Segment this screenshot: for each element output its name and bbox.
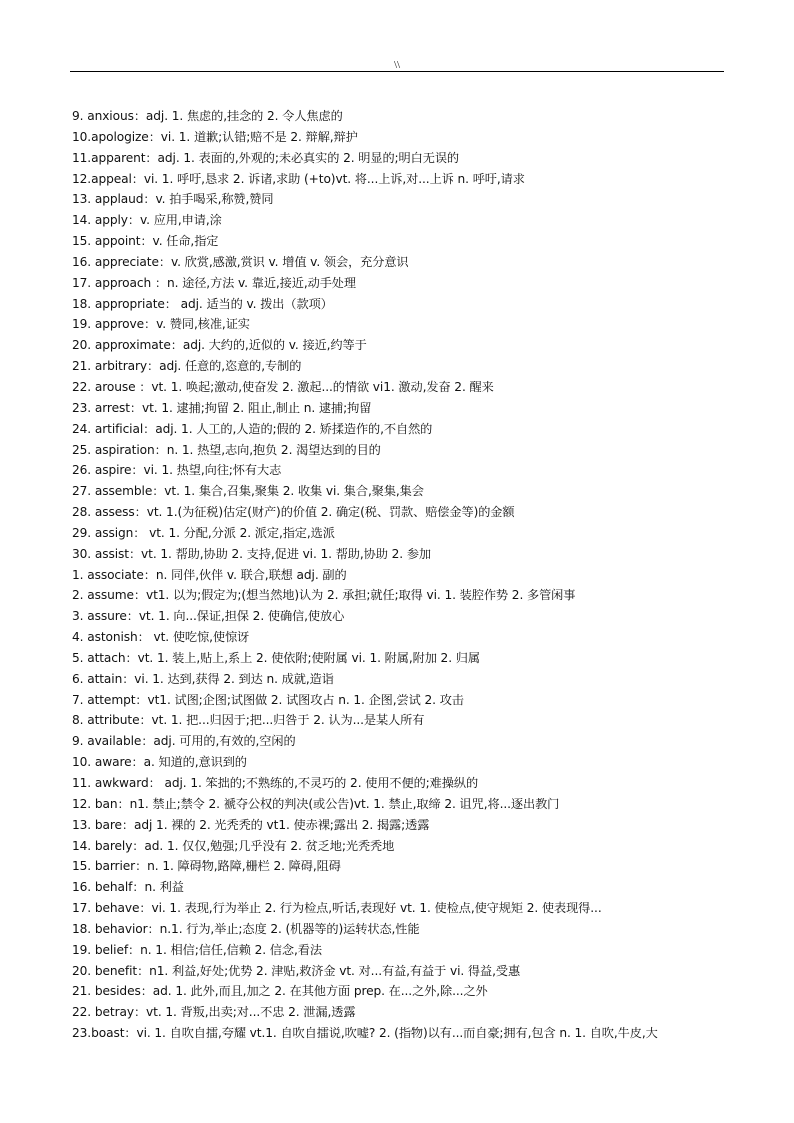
vocab-entry: 20. benefit：n1. 利益,好处;优势 2. 津贴,救济金 vt. 对...有益,有益于 vi. 得益,受惠 <box>72 963 521 978</box>
vocab-entry: 22. arouse ：vt. 1. 唤起;激动,使奋发 2. 激起...的情欲 vi1. 激动,发奋 2. 醒来 <box>72 379 494 394</box>
vocab-entry: 26. aspire：vi. 1. 热望,向往;怀有大志 <box>72 463 282 478</box>
header-rule <box>70 71 724 72</box>
vocab-entry: 3. assure：vt. 1. 向...保证,担保 2. 使确信,使放心 <box>72 609 345 624</box>
vocab-entry: 17. approach ：n. 途径,方法 v. 靠近,接近,动手处理 <box>72 275 356 290</box>
vocab-entry: 12.appeal：vi. 1. 呼吁,恳求 2. 诉诸,求助 (+to)vt. 将...上诉,对...上诉 n. 呼吁,请求 <box>72 171 525 186</box>
vocab-entry: 14. apply：v. 应用,申请,涂 <box>72 213 222 228</box>
vocab-entry: 15. barrier：n. 1. 障碍物,路障,栅栏 2. 障碍,阻碍 <box>72 859 341 874</box>
vocab-entry: 12. ban：n1. 禁止;禁令 2. 褫夺公权的判决(或公告)vt. 1. 禁止,取缔 2. 诅咒,将...逐出教门 <box>72 796 560 811</box>
vocab-entry: 21. arbitrary：adj. 任意的,恣意的,专制的 <box>72 359 302 374</box>
vocab-entry: 9. anxious：adj. 1. 焦虑的,挂念的 2. 令人焦虑的 <box>72 109 343 123</box>
vocab-entry: 7. attempt：vt1. 试图;企图;试图做 2. 试图攻占 n. 1. 企图,尝试 2. 攻击 <box>72 692 464 707</box>
vocab-entry: 10. aware：a. 知道的,意识到的 <box>72 755 247 770</box>
vocabulary-list <box>72 106 732 1044</box>
vocab-entry: 1. associate：n. 同伴,伙伴 v. 联合,联想 adj. 副的 <box>72 567 347 582</box>
vocab-entry: 19. approve：v. 赞同,核准,证实 <box>72 317 250 332</box>
vocab-entry: 29. assign： vt. 1. 分配,分派 2. 派定,指定,选派 <box>72 525 335 540</box>
vocab-entry: 9. available：adj. 可用的,有效的,空闲的 <box>72 734 296 749</box>
vocab-entry: 13. bare：adj 1. 裸的 2. 光秃秃的 vt1. 使赤裸;露出 2. 揭露;透露 <box>72 817 430 832</box>
vocab-entry: 5. attach：vt. 1. 装上,贴上,系上 2. 使依附;使附属 vi. 1. 附属,附加 2. 归属 <box>72 650 480 665</box>
vocab-entry: 30. assist：vt. 1. 帮助,协助 2. 支持,促进 vi. 1. 帮助,协助 2. 参加 <box>72 546 431 561</box>
vocab-entry: 23.boast：vi. 1. 自吹自擂,夸耀 vt.1. 自吹自擂说,吹嘘? 2. (指物)以有...而自豪;拥有,包含 n. 1. 自吹,牛皮,大 <box>72 1026 658 1041</box>
vocab-entry: 22. betray：vt. 1. 背叛,出卖;对...不忠 2. 泄漏,透露 <box>72 1005 356 1020</box>
vocab-entry: 21. besides：ad. 1. 此外,而且,加之 2. 在其他方面 prep. 在...之外,除...之外 <box>72 984 488 999</box>
vocab-entry: 17. behave：vi. 1. 表现,行为举止 2. 行为检点,听话,表现好 vt. 1. 使检点,使守规矩 2. 使表现得... <box>72 901 602 916</box>
vocab-entry: 10.apologize：vi. 1. 道歉;认错;赔不是 2. 辩解,辩护 <box>72 129 358 144</box>
vocab-entry: 2. assume：vt1. 以为;假定为;(想当然地)认为 2. 承担;就任;取得 vi. 1. 装腔作势 2. 多管闲事 <box>72 588 576 603</box>
vocab-entry: 28. assess：vt. 1.(为征税)估定(财产)的价值 2. 确定(税、罚款、赔偿金等)的金额 <box>72 505 515 520</box>
vocab-entry: 13. applaud：v. 拍手喝采,称赞,赞同 <box>72 192 274 207</box>
vocab-entry: 4. astonish： vt. 使吃惊,使惊讶 <box>72 630 250 645</box>
header-mark: \\ <box>393 59 401 71</box>
vocab-entry: 8. attribute：vt. 1. 把...归因于;把...归咎于 2. 认为...是某人所有 <box>72 713 425 728</box>
vocab-entry: 24. artificial：adj. 1. 人工的,人造的;假的 2. 矫揉造作的,不自然的 <box>72 421 433 436</box>
vocab-entry: 16. behalf：n. 利益 <box>72 880 184 895</box>
vocab-entry: 11.apparent：adj. 1. 表面的,外观的;未必真实的 2. 明显的;明白无误的 <box>72 150 459 165</box>
vocab-entry: 11. awkward： adj. 1. 笨拙的;不熟练的,不灵巧的 2. 使用不便的;难操纵的 <box>72 776 479 790</box>
vocab-entry: 18. behavior：n.1. 行为,举止;态度 2. (机器等的)运转状态,性能 <box>72 921 420 936</box>
vocab-entry: 23. arrest：vt. 1. 逮捕;拘留 2. 阻止,制止 n. 逮捕;拘留 <box>72 400 372 415</box>
vocab-entry: 16. appreciate：v. 欣赏,感激,赏识 v. 增值 v. 领会，充分意识 <box>72 254 409 269</box>
vocab-entry: 18. appropriate： adj. 适当的 v. 拨出（款项） <box>72 296 333 311</box>
vocab-entry: 14. barely：ad. 1. 仅仅,勉强;几乎没有 2. 贫乏地;光秃秃地 <box>72 838 395 853</box>
vocab-entry: 6. attain：vi. 1. 达到,获得 2. 到达 n. 成就,造诣 <box>72 671 334 686</box>
vocab-entry: 25. aspiration：n. 1. 热望,志向,抱负 2. 渴望达到的目的 <box>72 442 381 457</box>
vocab-entry: 19. belief：n. 1. 相信;信任,信赖 2. 信念,看法 <box>72 942 322 957</box>
vocab-entry: 20. approximate：adj. 大约的,近似的 v. 接近,约等于 <box>72 338 367 353</box>
vocab-entry: 15. appoint：v. 任命,指定 <box>72 234 219 249</box>
vocab-entry: 27. assemble：vt. 1. 集合,召集,聚集 2. 收集 vi. 集合,聚集,集会 <box>72 484 424 499</box>
